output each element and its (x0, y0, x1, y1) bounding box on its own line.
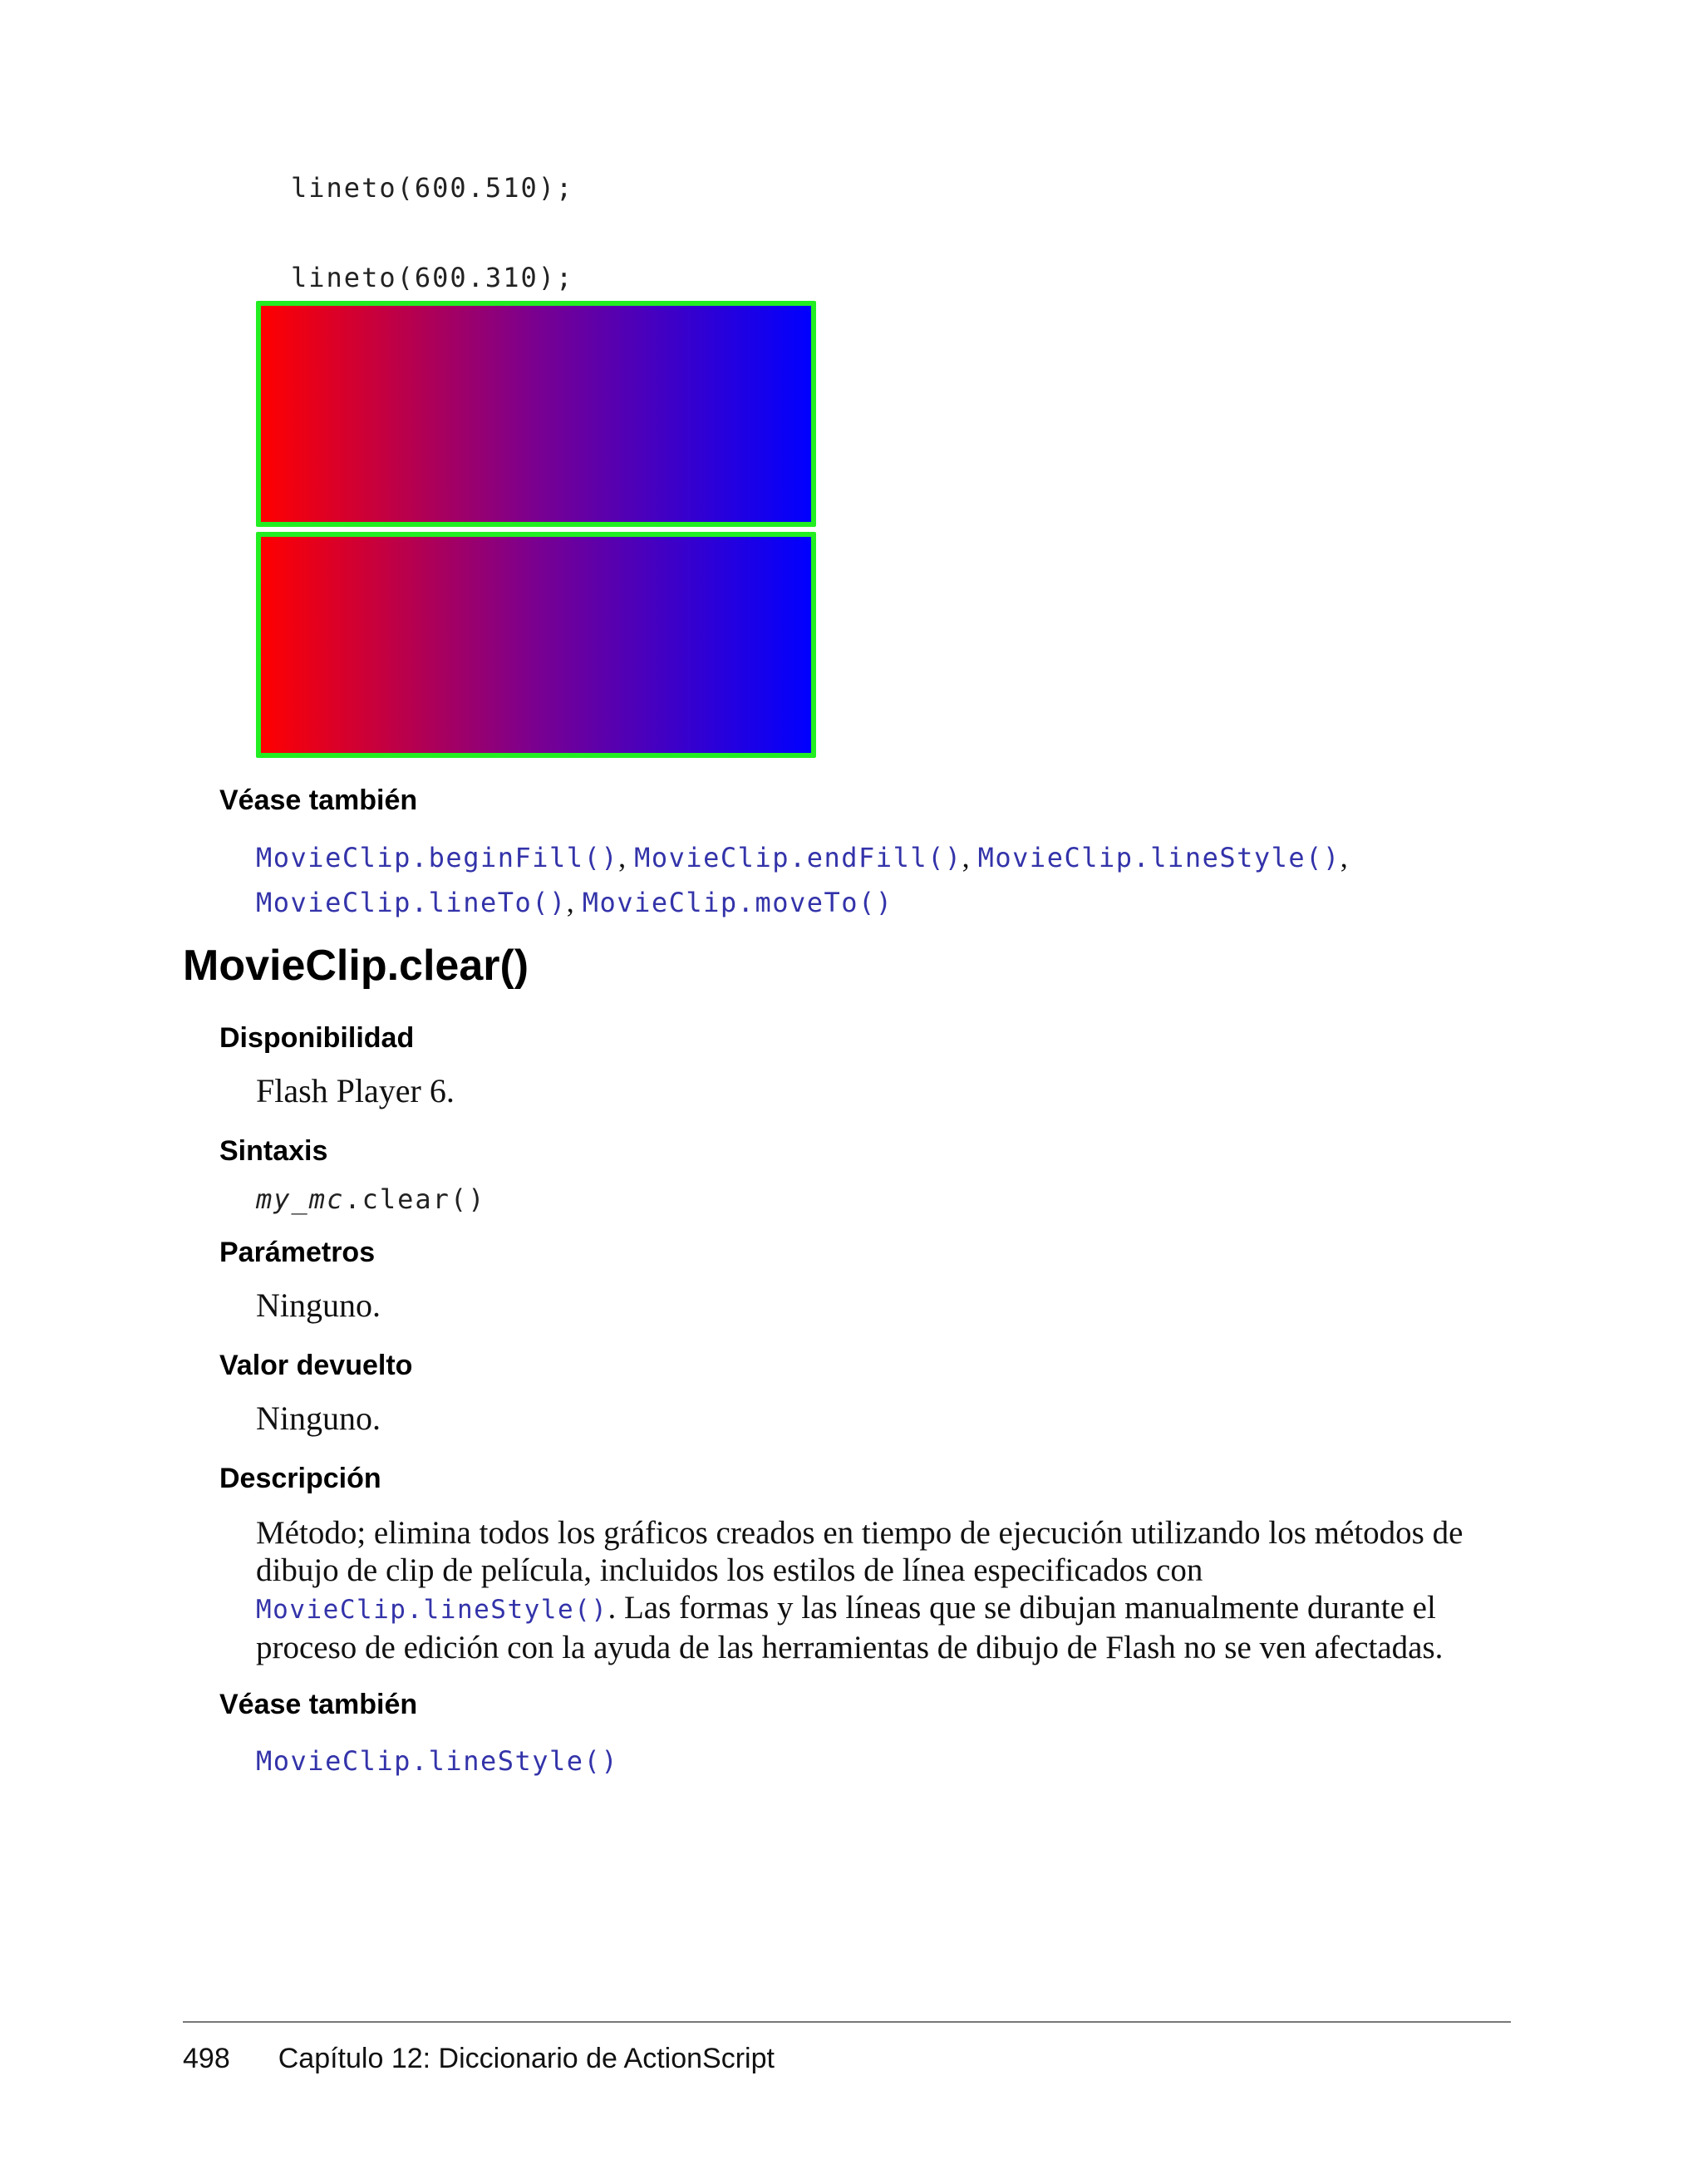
chapter-title: Capítulo 12: Diccionario de ActionScript (278, 2043, 775, 2074)
gradient-rectangle-top (256, 301, 816, 527)
parameters-text: Ninguno. (256, 1286, 381, 1324)
code-line: lineto(600.510); (291, 172, 574, 204)
link-movieclip-linestyle[interactable]: MovieClip.lineStyle() (977, 842, 1340, 873)
description-heading: Descripción (219, 1463, 381, 1494)
link-movieclip-lineto[interactable]: MovieClip.lineTo() (256, 887, 567, 918)
availability-text: Flash Player 6. (256, 1072, 455, 1109)
link-movieclip-linestyle-inline[interactable]: MovieClip.lineStyle() (256, 1595, 608, 1625)
parameters-heading: Parámetros (219, 1237, 376, 1268)
link-separator: , (1340, 840, 1348, 873)
description-text-before: Método; elimina todos los gráficos creados en tiempo de ejecución utilizando los métodos de dibujo de clip de película, incluidos los estilos de línea especificados con (256, 1515, 1463, 1588)
description-text (256, 1514, 1519, 1666)
see-also-links-2 (256, 1742, 618, 1786)
link-movieclip-linestyle-2[interactable]: MovieClip.lineStyle() (256, 1745, 619, 1777)
entry-title: MovieClip.clear() (183, 942, 529, 990)
link-separator: , (566, 885, 574, 918)
code-line: lineto(600.310); (291, 262, 574, 293)
see-also-heading-2: Véase también (219, 1689, 418, 1720)
link-separator: , (962, 840, 970, 873)
gradient-rectangle-bottom (256, 532, 816, 758)
link-separator: , (618, 840, 627, 873)
gradient-figure (256, 301, 816, 758)
page-footer (183, 2043, 775, 2075)
see-also-heading: Véase también (219, 785, 418, 816)
syntax-heading: Sintaxis (219, 1135, 328, 1167)
returns-heading: Valor devuelto (219, 1350, 413, 1381)
page-number: 498 (183, 2043, 230, 2074)
syntax-method: .clear() (344, 1183, 486, 1215)
syntax-object: my_mc (256, 1183, 345, 1215)
returns-text: Ninguno. (256, 1399, 381, 1437)
link-movieclip-moveto[interactable]: MovieClip.moveTo() (582, 887, 893, 918)
availability-heading: Disponibilidad (219, 1022, 415, 1054)
link-movieclip-beginfill[interactable]: MovieClip.beginFill() (256, 842, 619, 873)
footer-divider (183, 2021, 1511, 2023)
link-movieclip-endfill[interactable]: MovieClip.endFill() (634, 842, 962, 873)
see-also-links (256, 838, 1356, 927)
description-text-after: . Las formas y las líneas que se dibujan manualmente durante el proceso de edición con la ayuda de las herramientas de dibujo de Flash no se ven afectadas. (256, 1590, 1444, 1665)
syntax-code (256, 1183, 485, 1215)
